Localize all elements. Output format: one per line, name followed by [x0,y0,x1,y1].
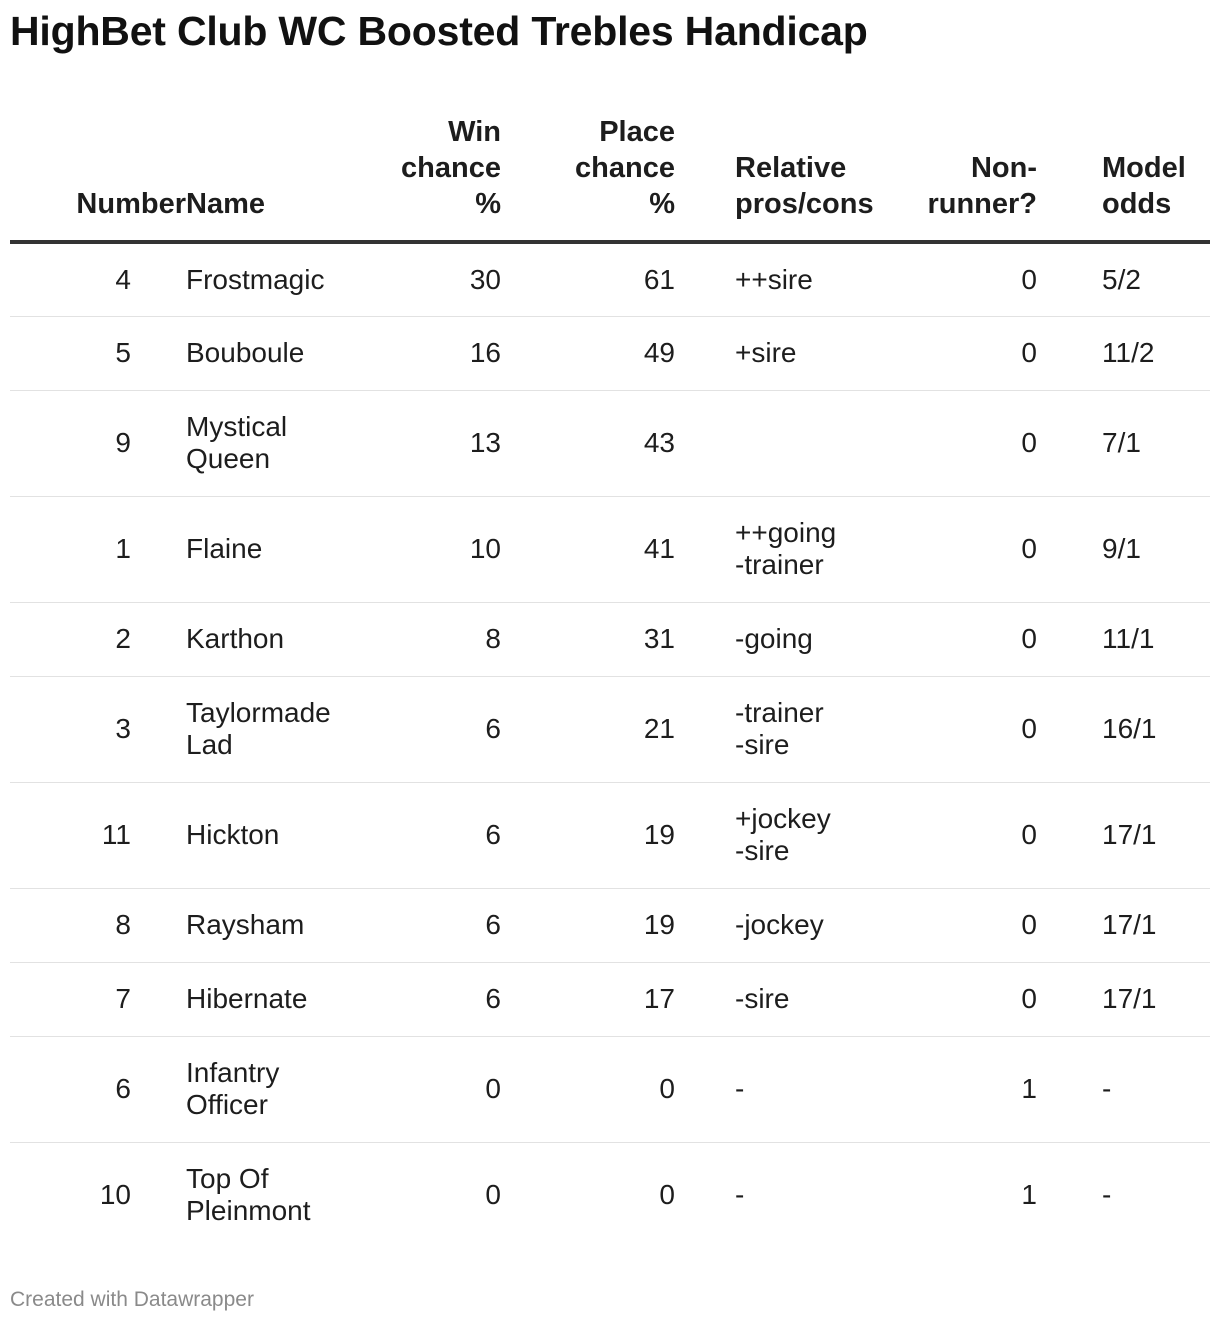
cell-place-chance: 19 [505,888,680,962]
cell-place-chance: 19 [505,782,680,888]
cell-relative-pros-cons [680,962,873,1036]
cell-model-odds: 17/1 [1037,782,1210,888]
cell-non-runner: 0 [873,888,1037,962]
header-label: Relative [735,152,847,184]
cell-win-chance: 0 [382,1036,505,1142]
cell-model-odds: - [1037,1036,1210,1142]
column-header-relative-pros-cons[interactable] [680,114,873,242]
cell-non-runner: 0 [873,602,1037,676]
column-header-number[interactable] [10,114,186,242]
cell-model-odds: 11/2 [1037,316,1210,390]
cell-non-runner: 0 [873,390,1037,496]
column-header-name[interactable] [186,114,382,242]
cell-name [186,888,382,962]
column-header-win-chance[interactable] [382,114,505,242]
cell-line: -trainer [735,697,824,728]
cell-number: 3 [10,676,186,782]
cell-model-odds: 11/1 [1037,602,1210,676]
cell-line: Karthon [186,623,285,654]
header-label: chance [575,152,675,184]
cell-line: -trainer [735,549,824,580]
header-row [10,114,1210,242]
cell-number: 2 [10,602,186,676]
cell-name [186,676,382,782]
cell-relative-pros-cons [680,782,873,888]
cell-number: 6 [10,1036,186,1142]
cell-line: Top Of [186,1163,269,1195]
cell-place-chance: 41 [505,496,680,602]
cell-model-odds: 17/1 [1037,888,1210,962]
cell-model-odds: 9/1 [1037,496,1210,602]
header-label: Place [599,116,675,148]
header-label: % [475,188,501,220]
header-label: Model [1102,152,1186,184]
header-label: runner? [927,188,1037,220]
cell-line: -sire [735,729,790,760]
cell-name [186,390,382,496]
header-label: chance [401,152,501,184]
cell-place-chance: 21 [505,676,680,782]
cell-line: Queen [186,443,271,474]
cell-line: Officer [186,1089,268,1120]
table-row [10,962,1210,1036]
cell-place-chance: 17 [505,962,680,1036]
cell-relative-pros-cons [680,242,873,316]
column-header-non-runner[interactable] [873,114,1037,242]
cell-non-runner: 1 [873,1036,1037,1142]
cell-line: Flaine [186,533,263,564]
cell-win-chance: 10 [382,496,505,602]
table-row [10,676,1210,782]
cell-name [186,242,382,316]
cell-line: -sire [735,983,790,1014]
cell-non-runner: 0 [873,496,1037,602]
cell-name [186,602,382,676]
cell-relative-pros-cons [680,602,873,676]
column-header-model-odds[interactable] [1037,114,1210,242]
cell-relative-pros-cons [680,1142,873,1248]
cell-model-odds: 17/1 [1037,962,1210,1036]
cell-win-chance: 6 [382,782,505,888]
cell-number: 8 [10,888,186,962]
header-label: Number [76,188,186,220]
cell-line: Hickton [186,819,280,850]
cell-place-chance: 0 [505,1036,680,1142]
table-row [10,316,1210,390]
cell-relative-pros-cons [680,390,873,496]
cell-line: Taylormade [186,697,331,728]
cell-name [186,1142,382,1248]
cell-non-runner: 0 [873,242,1037,316]
cell-relative-pros-cons [680,1036,873,1142]
cell-win-chance: 6 [382,676,505,782]
cell-line: - [735,1073,745,1104]
table-row [10,888,1210,962]
header-label: Name [186,188,265,220]
cell-model-odds: 5/2 [1037,242,1210,316]
table-row [10,242,1210,316]
cell-place-chance: 31 [505,602,680,676]
cell-relative-pros-cons [680,316,873,390]
cell-name [186,316,382,390]
cell-win-chance: 8 [382,602,505,676]
cell-line: - [735,1179,745,1211]
table-row [10,782,1210,888]
cell-model-odds: 16/1 [1037,676,1210,782]
cell-win-chance: 6 [382,962,505,1036]
cell-win-chance: 0 [485,1179,501,1211]
cell-name [186,1036,382,1142]
cell-number: 10 [99,1179,131,1211]
cell-line: Mystical [186,411,288,442]
header-label: Non- [970,152,1037,184]
cell-place-chance: 61 [505,242,680,316]
cell-name [186,962,382,1036]
cell-line: ++going [735,517,837,548]
cell-number: 9 [10,390,186,496]
cell-relative-pros-cons [680,496,873,602]
cell-line: +sire [735,337,797,368]
footer-credit: Created with Datawrapper [10,1288,254,1311]
table-body [10,242,1210,1248]
cell-line: Infantry [186,1057,280,1088]
cell-line: -jockey [735,909,824,940]
table-row [10,390,1210,496]
cell-number: 1 [10,496,186,602]
cell-line: ++sire [735,263,813,295]
cell-model-odds: 7/1 [1037,390,1210,496]
cell-line: -going [735,623,813,654]
cell-non-runner: 0 [873,782,1037,888]
table-row [10,496,1210,602]
cell-non-runner: 0 [873,676,1037,782]
cell-model-odds: - [1102,1179,1112,1211]
table-row [10,1142,1210,1248]
cell-relative-pros-cons [680,676,873,782]
cell-line: Pleinmont [186,1195,311,1227]
cell-relative-pros-cons [680,888,873,962]
column-header-place-chance[interactable] [505,114,680,242]
cell-line: Frostmagic [186,263,325,295]
header-label: pros/cons [735,188,874,220]
cell-win-chance: 6 [382,888,505,962]
cell-line: Hibernate [186,983,308,1014]
cell-non-runner: 0 [873,316,1037,390]
cell-win-chance: 30 [382,242,505,316]
data-table [10,114,1210,1248]
cell-number: 11 [10,782,186,888]
cell-non-runner: 0 [873,962,1037,1036]
cell-place-chance: 43 [505,390,680,496]
cell-win-chance: 13 [382,390,505,496]
cell-place-chance: 49 [505,316,680,390]
chart-title: HighBet Club WC Boosted Trebles Handicap [10,8,868,54]
table-row [10,602,1210,676]
cell-line: -sire [735,835,790,866]
header-label: Win [448,116,501,148]
cell-name [186,782,382,888]
cell-number: 7 [10,962,186,1036]
cell-line: +jockey [735,803,831,834]
cell-win-chance: 16 [382,316,505,390]
cell-line: Bouboule [186,337,305,368]
cell-number: 4 [10,242,186,316]
table-row [10,1036,1210,1142]
cell-line: Raysham [186,909,305,940]
cell-line: Lad [186,729,233,760]
cell-non-runner: 1 [1021,1179,1037,1211]
header-label: % [649,188,675,220]
cell-name [186,496,382,602]
cell-number: 5 [10,316,186,390]
header-label: odds [1102,188,1172,220]
cell-place-chance: 0 [659,1179,675,1211]
